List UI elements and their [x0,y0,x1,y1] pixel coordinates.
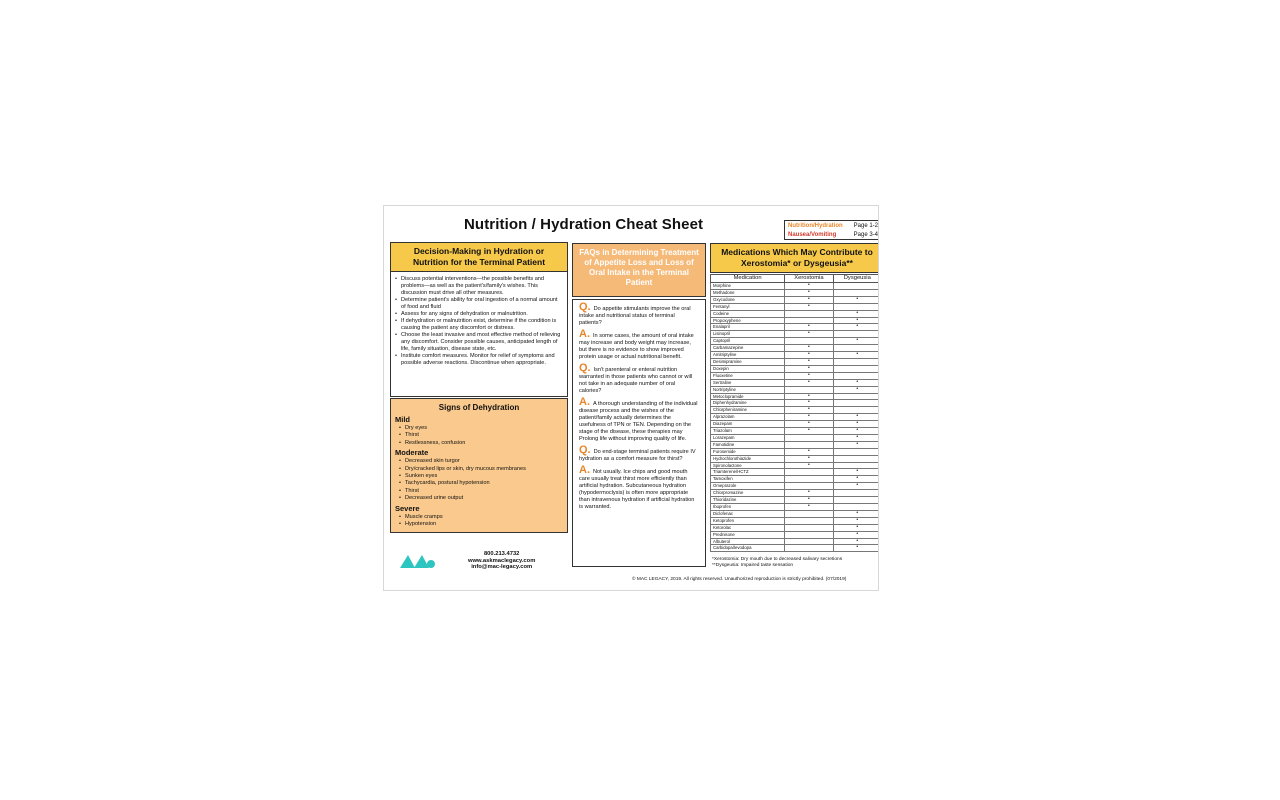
xerostomia-mark: • [808,427,810,434]
xerostomia-cell [785,538,833,545]
dysgeusia-mark: • [856,427,859,434]
question-text: Do appetite stimulants improve the oral intake and nutritional status of terminal patients? [579,306,691,326]
xerostomia-mark: • [808,392,810,399]
table-row [711,510,879,517]
xerostomia-cell [785,524,833,531]
table-row [711,352,879,359]
medication-name: Fentanyl [711,303,785,310]
table-row [711,434,879,441]
table-row [711,414,879,421]
dehydration-heading: Signs of Dehydration [438,403,520,412]
xerostomia-mark: • [808,461,810,468]
dysgeusia-cell [833,358,878,365]
question-marker: Q. [579,444,591,456]
dysgeusia-mark: • [856,433,859,440]
page-index-pages: Page 1-2 [853,223,878,229]
medication-name: Diazepam [711,421,785,428]
table-row [711,283,879,290]
table-row [711,317,879,324]
page-index-label: Nutrition/Hydration [788,223,843,229]
xerostomia-mark: • [808,496,810,503]
footnote-xerostomia: *Xerostomia: Dry mouth due to decreased salivary secretions [712,557,843,562]
medication-name: Albuterol [711,538,785,545]
decision-item: • Assess for any signs of dehydration or malnutrition. [401,311,563,318]
dysgeusia-mark: • [856,316,859,323]
faq-answer [579,464,699,511]
xerostomia-mark: • [808,323,810,330]
table-row [711,524,879,531]
medication-name: Amitriptyline [711,352,785,359]
table-row [711,310,879,317]
medication-name: Doxepin [711,365,785,372]
medication-name: Triazolam [711,428,785,435]
dysgeusia-mark: • [856,385,859,392]
symptom-item: • Restlessness, confusion [405,440,567,447]
table-row [711,476,879,483]
table-row [711,469,879,476]
xerostomia-cell [785,310,833,317]
footnotes [712,557,842,569]
dehydration-groups [391,415,567,528]
table-row [711,296,879,303]
medication-name: Prednisone [711,531,785,538]
faq-answer [579,396,699,443]
decision-item: • If dehydration or malnutrition exist, determine if the condition is causing the patient any discomfort or distress. [401,318,563,332]
xerostomia-cell [785,462,833,469]
xerostomia-mark: • [808,357,810,364]
dysgeusia-mark: • [856,337,859,344]
dysgeusia-mark: • [856,468,859,475]
table-row [711,386,879,393]
xerostomia-cell [785,504,833,511]
page-title: Nutrition / Hydration Cheat Sheet [464,216,704,233]
question-marker: Q. [579,362,591,374]
dysgeusia-cell [833,393,878,400]
decision-item: • Discuss potential interventions—the possible benefits and problems—as well as the patient's/family's wishes. This discussion must drive all other measures. [401,276,563,296]
xerostomia-mark: • [808,420,810,427]
xerostomia-cell [785,303,833,310]
dysgeusia-mark: • [856,530,859,537]
symptom-item: • Decreased urine output [405,495,567,502]
medication-name: Morphine [711,283,785,290]
xerostomia-mark: • [808,288,810,295]
xerostomia-mark: • [808,295,810,302]
contact-phone: 800.213.4732 [483,551,520,557]
table-row [711,303,879,310]
dysgeusia-mark: • [856,523,859,530]
mac-legacy-logo-icon [398,552,438,575]
table-row [711,372,879,379]
dysgeusia-mark: • [856,309,859,316]
table-row [711,331,879,338]
xerostomia-mark: • [808,302,810,309]
column-header-dysgeusia: Dysgeusia [833,275,878,283]
page-index-row [788,231,878,240]
medication-name: Sertraline [711,379,785,386]
medication-name: Famotidine [711,441,785,448]
decision-list [391,276,567,367]
table-row [711,289,879,296]
medication-name: Chlorpromazine [711,490,785,497]
xerostomia-cell [785,331,833,338]
dysgeusia-mark: • [856,509,859,516]
xerostomia-mark: • [808,503,810,509]
symptom-item: • Thirst [405,488,567,495]
column-header-medication: Medication [711,275,785,283]
dysgeusia-cell [833,296,878,303]
xerostomia-mark: • [808,378,810,385]
question-text: Isn't parenteral or enteral nutrition warranted in those patients who cannot or will not take in an adequate number of oral calories? [579,367,693,394]
medication-name: Alprazolam [711,414,785,421]
xerostomia-cell [785,379,833,386]
table-row [711,393,879,400]
medication-name: Furosemide [711,448,785,455]
xerostomia-mark: • [808,371,810,378]
answer-text: Not usually. Ice chips and good mouth care usually treat thirst more efficiently than artificial hydration. Subcutaneous hydration (hypodermoclysis) is often more appropriate than intravenous hydration if artificial hydration is warranted. [579,469,695,510]
dysgeusia-cell [833,490,878,497]
dysgeusia-mark: • [856,420,859,427]
decision-making-heading: Decision-Making in Hydration or Nutrition for the Terminal Patient [391,243,567,272]
medication-name: Tamoxifen [711,476,785,483]
dysgeusia-mark: • [856,323,859,330]
dysgeusia-cell [833,545,878,552]
dysgeusia-cell [833,455,878,462]
contact-web[interactable]: www.askmaclegacy.com [468,557,536,564]
table-row [711,483,879,490]
table-row [711,490,879,497]
medication-name: Diclofenac [711,510,785,517]
answer-text: In some cases, the amount of oral intake may increase and body weight may increase, but there is no evidence to show improved protein usage or actual nutritional benefit. [579,333,694,360]
table-row [711,448,879,455]
dysgeusia-cell [833,400,878,407]
footnote-dysgeusia: **Dysgeusia: Impaired taste sensation [712,563,794,568]
decision-item: • Determine patient's ability for oral ingestion of a normal amount of food and fluid [401,297,563,311]
table-row [711,365,879,372]
medication-name: Methadone [711,289,785,296]
decision-item: • Institute comfort measures. Monitor for relief of symptoms and possible adverse reactions. Discontinue when appropriate. [401,353,563,367]
symptom-item: • Dry/cracked lips or skin, dry mucous membranes [405,466,567,473]
symptom-item: • Decreased skin turgor [405,458,567,465]
xerostomia-mark: • [808,406,810,413]
table-row [711,407,879,414]
xerostomia-cell [785,510,833,517]
dysgeusia-mark: • [856,440,859,447]
symptom-item: • Sunken eyes [405,473,567,480]
faq-list [573,301,705,511]
question-marker: Q. [579,301,591,313]
dysgeusia-cell [833,365,878,372]
medication-name: Propoxyphene [711,317,785,324]
table-row [711,462,879,469]
xerostomia-cell [785,428,833,435]
xerostomia-mark: • [808,447,810,454]
medications-table [710,274,878,552]
dysgeusia-mark: • [856,413,859,420]
medication-name: Carbidopa/levodopa [711,545,785,552]
symptom-list [391,425,567,446]
table-row [711,504,879,511]
decision-item: • Choose the least invasive and most effective method of relieving any discomfort. Consider possible causes, anticipated length of life, family situation, disease state, etc. [401,332,563,352]
table-row [711,400,879,407]
xerostomia-mark: • [808,399,810,406]
medication-name: Chlorpheniramine [711,407,785,414]
table-row [711,497,879,504]
medication-name: Captopril [711,338,785,345]
dysgeusia-cell [833,338,878,345]
cheat-sheet-page [384,206,878,590]
medication-name: Enalapril [711,324,785,331]
medication-name: Triamterene/HCTZ [711,469,785,476]
answer-text: A thorough understanding of the individual disease process and the wishes of the patient/family actually determines the usefulness of TPN or TEN. Depending on the stage of the disease, these therapies may Prolong life without improving quality of life. [579,401,698,442]
table-header-row [711,275,879,283]
medication-name: Spironolactone [711,462,785,469]
table-row [711,538,879,545]
xerostomia-cell [785,531,833,538]
contact-block [468,551,535,571]
symptom-list [391,458,567,501]
severity-label: Mild [395,415,410,424]
table-row [711,517,879,524]
dehydration-box [390,398,568,533]
table-row [711,545,879,552]
dysgeusia-cell [833,483,878,490]
xerostomia-mark: • [808,344,810,351]
medication-name: Lorazepam [711,434,785,441]
medication-name: Ketoprofen [711,517,785,524]
faq-question [579,444,699,463]
xerostomia-mark: • [808,330,810,337]
faq-heading: FAQs in Determining Treatment of Appetite Loss and Loss of Oral Intake in the Terminal Patient [572,243,706,297]
answer-marker: A. [579,396,590,408]
medication-name: Metoclopramide [711,393,785,400]
question-text: Do end-stage terminal patients require IV hydration as a comfort measure for thirst? [579,449,696,462]
dysgeusia-mark: • [856,516,859,523]
dysgeusia-mark: • [856,378,859,385]
medication-name: Fluoxetine [711,372,785,379]
table-row [711,421,879,428]
medication-name: Hydrochlorothiazide [711,455,785,462]
symptom-list [391,514,567,528]
xerostomia-mark: • [808,489,810,496]
dysgeusia-cell [833,283,878,290]
dysgeusia-mark: • [856,482,859,489]
page-index-pages: Page 3-4 [853,232,878,238]
medication-name: Oxycodone [711,296,785,303]
table-row [711,455,879,462]
medication-name: Desimipramine [711,358,785,365]
page-index-box [784,220,878,240]
dysgeusia-cell [833,497,878,504]
dysgeusia-cell [833,352,878,359]
medication-name: Omeprazole [711,483,785,490]
table-row [711,441,879,448]
dysgeusia-cell [833,324,878,331]
xerostomia-cell [785,517,833,524]
xerostomia-mark: • [808,454,810,461]
page-index-label: Nausea/Vomiting [788,232,837,238]
severity-label: Moderate [395,448,429,458]
dysgeusia-cell [833,448,878,455]
medications-box [710,243,878,553]
medication-name: Nortriptyline [711,386,785,393]
xerostomia-cell [785,476,833,483]
symptom-item: • Muscle cramps [405,514,567,521]
dysgeusia-mark: • [856,351,859,358]
xerostomia-mark: • [808,282,810,288]
table-row [711,428,879,435]
page-index-row [788,222,878,231]
contact-email[interactable]: info@mac-legacy.com [471,564,533,571]
xerostomia-cell [785,434,833,441]
answer-marker: A. [579,328,590,340]
answer-marker: A. [579,464,590,476]
medications-table-body [711,283,879,552]
faq-answer [579,328,699,361]
medication-name: Lisinopril [711,331,785,338]
dysgeusia-mark: • [856,295,859,302]
faq-box [572,299,706,567]
dysgeusia-mark: • [856,544,859,551]
xerostomia-cell [785,469,833,476]
table-row [711,324,879,331]
dysgeusia-cell [833,386,878,393]
symptom-item: • Tachycardia, postural hypotension [405,480,567,487]
dysgeusia-cell [833,441,878,448]
medication-name: Codeine [711,310,785,317]
table-row [711,338,879,345]
copyright-notice: © MAC LEGACY, 2019. All rights reserved. Unauthorized reproduction is strictly prohibited. (07/2019) [632,577,847,582]
medications-heading: Medications Which May Contribute to Xerostomia* or Dysgeusia** [710,243,878,273]
medication-name: Ibuprofen [711,504,785,511]
severity-label: Severe [395,503,420,513]
faq-question [579,362,699,395]
faq-question [579,301,699,327]
xerostomia-mark: • [808,364,810,371]
decision-making-box [390,242,568,397]
medication-name: Ketorolac [711,524,785,531]
medication-name: Carbamazepine [711,345,785,352]
medication-name: Thioridazine [711,497,785,504]
xerostomia-cell [785,545,833,552]
symptom-item: • Hypotension [405,521,567,528]
dysgeusia-mark: • [856,475,859,482]
table-row [711,345,879,352]
medication-name: Diphenhydramine [711,400,785,407]
xerostomia-mark: • [808,351,810,358]
column-header-xerostomia: Xerostomia [785,275,833,283]
symptom-item: • Dry eyes [405,425,567,432]
table-row [711,379,879,386]
table-row [711,531,879,538]
symptom-item: • Thirst [405,432,567,439]
dysgeusia-mark: • [856,537,859,544]
table-row [711,358,879,365]
xerostomia-mark: • [808,413,810,420]
